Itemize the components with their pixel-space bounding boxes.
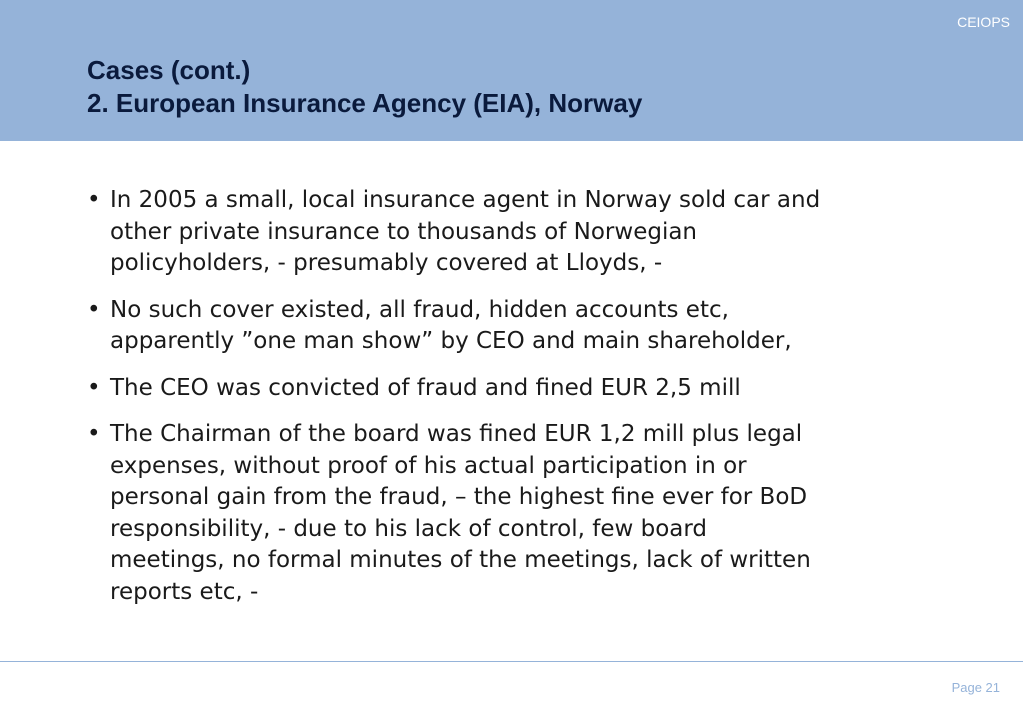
bullet-item: • The CEO was convicted of fraud and fined EUR 2,5 mill [87,373,947,405]
slide-title [87,54,642,120]
title-line-2: 2. European Insurance Agency (EIA), Norway [87,88,643,118]
bullet-item: • No such cover existed, all fraud, hidden accounts etc, apparently ”one man show” by CEO and main shareholder, [87,295,947,358]
page-number: Page 21 [951,680,1000,695]
bullet-item: • In 2005 a small, local insurance agent in Norway sold car and other private insurance to thousands of Norwegian policyholders, - presumably covered at Lloyds, - [87,185,947,280]
footer-divider [0,661,1023,662]
slide-header [0,0,1023,141]
bullet-list [87,185,947,623]
brand-label: CEIOPS [957,14,1010,30]
title-line-1: Cases (cont.) [87,55,251,85]
bullet-item: • The Chairman of the board was fined EUR 1,2 mill plus legal expenses, without proof of his actual participation in or personal gain from the fraud, – the highest fine ever for BoD responsibility, - due to his lack of control, few board meetings, no formal minutes of the meetings, lack of written reports etc, - [87,419,947,608]
